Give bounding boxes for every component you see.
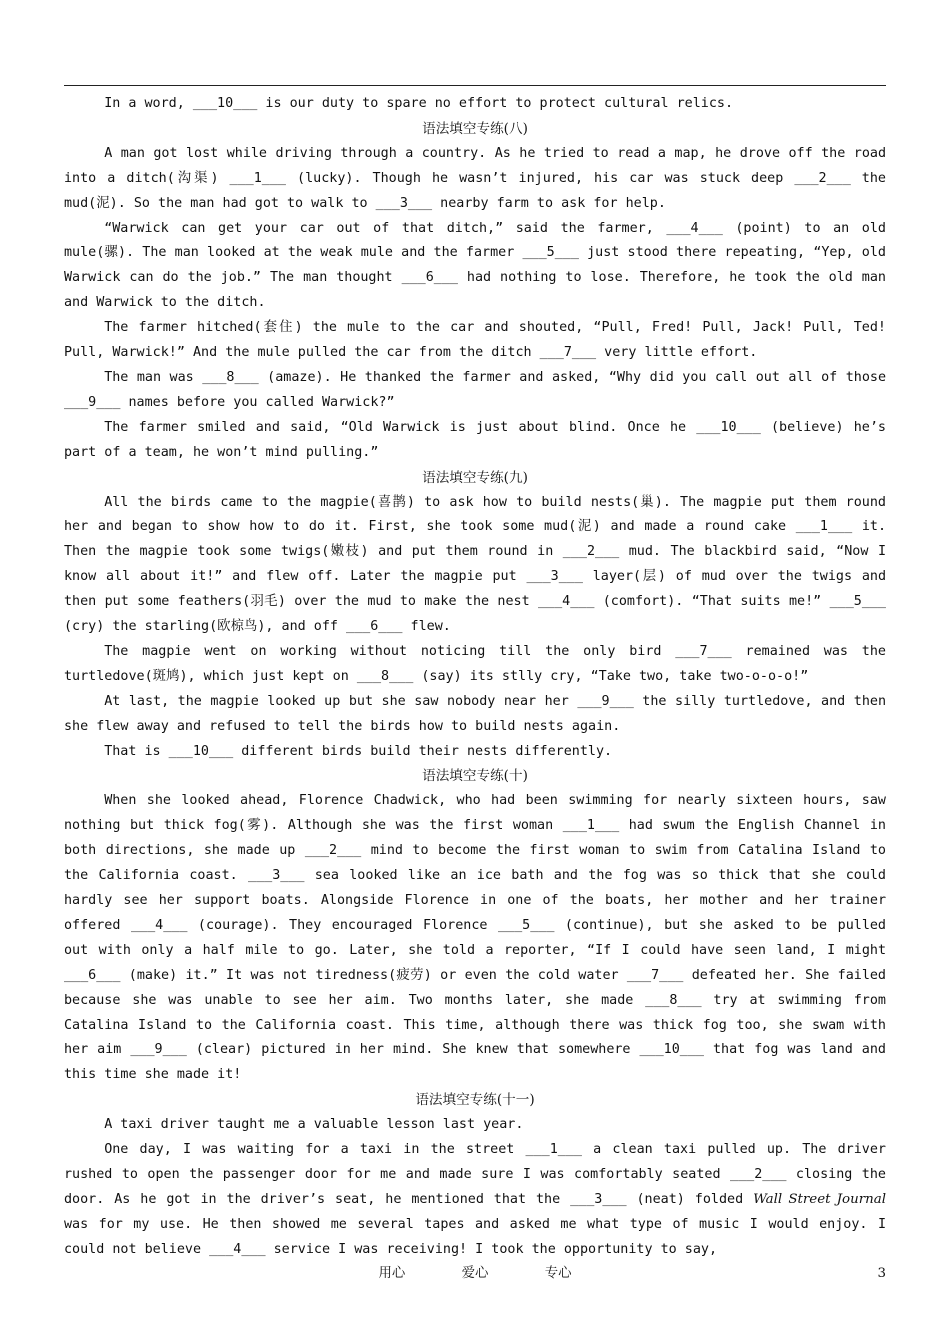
section-title-11: 语法填空专练(十一) [415, 1092, 535, 1109]
paragraph: That is ___10___ different birds build their nests differently. [104, 743, 613, 759]
paragraph: The man was ___8___ (amaze). He thanked the farmer and asked, “Why did you call out all of those ___9___ names before you called Warwick?” [64, 369, 886, 410]
header-rule [64, 85, 886, 86]
footer-motto [64, 1264, 886, 1284]
footer-item: 爱心 [461, 1266, 489, 1281]
footer-item: 用心 [378, 1266, 406, 1281]
newspaper-title: Wall Street Journal [753, 1191, 886, 1207]
paragraph: The farmer smiled and said, “Old Warwick is just about blind. Once he ___10___ (believe) he’s part of a team, he won’t mind pulling.” [64, 419, 886, 460]
text-run: One day, I was waiting for a taxi in the street ___1___ a clean taxi pulled up. The driver rushed to open the passenger door for me and made sure I was comfortably seated ___2___ closing the door. As he got in the driver’s seat, he mentioned that the ___3___ (neat) folded [64, 1142, 886, 1207]
text-run: was for my use. He then showed me several tapes and asked me what type of music I would enjoy. I could not believe ___4___ service I was receiving! I took the opportunity to say, [64, 1216, 886, 1257]
top-line: In a word, ___10___ is our duty to spare no effort to protect cultural relics. [104, 96, 734, 111]
paragraph: A man got lost while driving through a country. As he tried to read a map, he drove off the road into a ditch(沟渠) ___1___ (lucky). Though he wasn’t injured, his car was stuck deep ___2___ the mud(泥). So the man had got to walk to ___3___ nearby farm to ask for help. [64, 145, 886, 211]
paragraph: The farmer hitched(套住) the mule to the car and shouted, “Pull, Fred! Pull, Jack! Pull, Ted! Pull, Warwick!” And the mule pulled the car from the ditch ___7___ very little effort. [64, 320, 886, 361]
paragraph: When she looked ahead, Florence Chadwick, who had been swimming for nearly sixteen hours, saw nothing but thick fog(雾). Although she was the first woman ___1___ had swum the English Channel in both directions, she made up ___2___ mind to become the first woman to swim from Catalina Island to the California coast. ___3___ sea looked like an ice bath and the fog was so thick that she could hardly see her support boats. Alongside Florence in one of the boats, her mother and her trainer offered ___4___ (courage). They encouraged Florence ___5___ (continue), but she asked to be pulled out with only a half mile to go. Later, she told a reporter, “If I could have seen land, I might ___6___ (make) it.” It was not tiredness(疲劳) or even the cold water ___7___ defeated her. She failed because she was unable to see her aim. Two months later, she made ___8___ try at swimming from Catalina Island to the California coast. This time, although there was thick fog too, she swam with her aim ___9___ (clear) pictured in her mind. She knew that somewhere ___10___ that fog was land and this time she made it! [64, 793, 886, 1083]
paragraph: All the birds came to the magpie(喜鹊) to ask how to build nests(巢). The magpie put them round her and began to show how to do it. First, she took some mud(泥) and made a round cake ___1___ it. Then the magpie took some twigs(嫩枝) and put them round in ___2___ mud. The blackbird said, “Now I know all about it!” and flew off. Later the magpie put ___3___ layer(层) of mud over the twigs and then put some feathers(羽毛) over the mud to make the nest ___4___ (comfort). “That suits me!” ___5___ (cry) the starling(欧椋鸟), and off ___6___ flew. [64, 494, 886, 635]
footer-item: 专心 [544, 1266, 572, 1281]
paragraph: A taxi driver taught me a valuable lesson last year. [104, 1117, 524, 1133]
page-content [64, 92, 886, 1263]
page-number: 3 [877, 1266, 886, 1281]
paragraph: The magpie went on working without noticing till the only bird ___7___ remained was the turtledove(斑鸠), which just kept on ___8___ (say) its stlly cry, “Take two, take two-o-o-o!” [64, 643, 886, 684]
paragraph: At last, the magpie looked up but she saw nobody near her ___9___ the silly turtledove, and then she flew away and refused to tell the birds how to build nests again. [64, 693, 886, 734]
section-title-10: 语法填空专练(十) [422, 768, 528, 785]
section-title-9: 语法填空专练(九) [422, 469, 528, 486]
paragraph: “Warwick can get your car out of that ditch,” said the farmer, ___4___ (point) to an old mule(骡). The man looked at the weak mule and the farmer ___5___ just stood there repeating, “Yep, old Warwick can do the job.” The man thought ___6___ had nothing to lose. Therefore, he took the old man and Warwick to the ditch. [64, 220, 886, 311]
page-footer [64, 1264, 886, 1284]
section-title-8: 语法填空专练(八) [422, 120, 528, 137]
paragraph-last [64, 1138, 886, 1263]
